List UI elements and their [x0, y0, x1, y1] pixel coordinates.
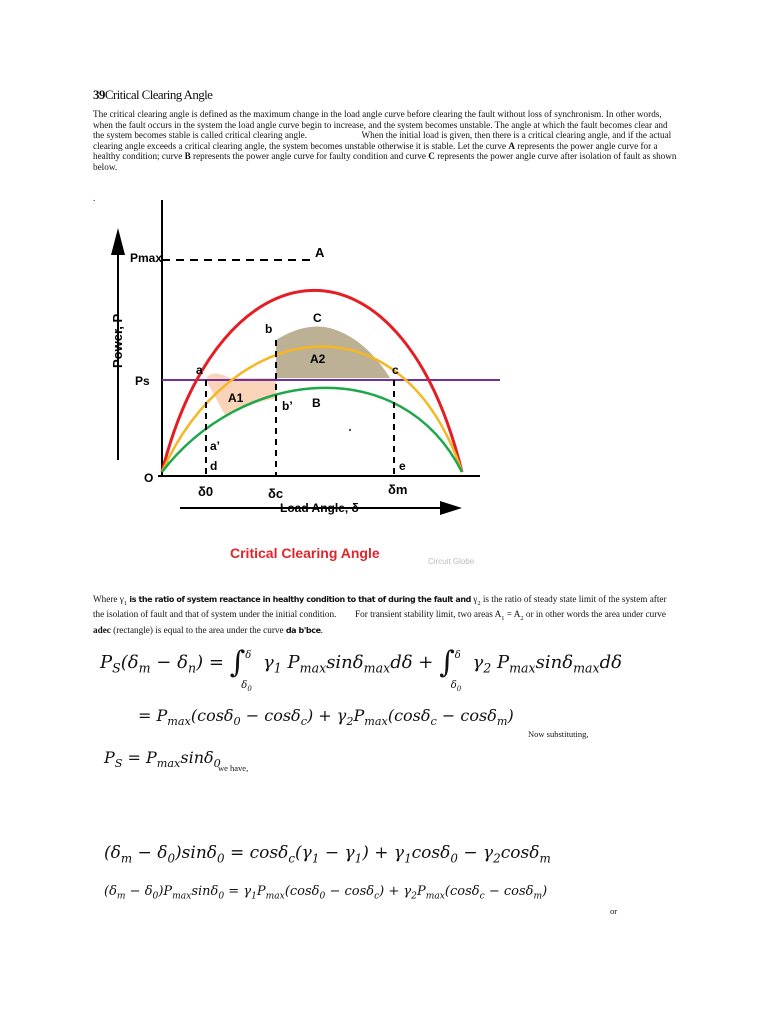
note-substituting: Now substituting, — [528, 729, 589, 739]
deltac-label: δc — [268, 486, 284, 501]
point-b-prime: b’ — [282, 399, 293, 413]
delta0-label: δ0 — [198, 484, 214, 499]
note-or: or — [610, 906, 618, 916]
point-a-prime: a’ — [210, 439, 221, 453]
equation-5: $(\delta_m - \delta_0)P_{max}\sin\delta_0 = \gamma_1P_{max}(\cos\delta_0 - \cos\delta_c) + \gamma_2P_{max}(\cos\delta_c - \cos\delta_m)$ — [104, 884, 548, 902]
section-heading — [93, 87, 212, 103]
origin-label: O — [144, 471, 154, 485]
point-d: d — [210, 459, 218, 473]
section-title: Critical Clearing Angle — [104, 87, 213, 102]
power-angle-diagram — [100, 200, 520, 525]
equation-2: = $P_{max}(\cos\delta_0 - \cos\delta_c) + \gamma_2P_{max}(\cos\delta_c - \cos\delta_m)$ — [138, 706, 514, 729]
equation-4: $(\delta_m - \delta_0)\sin\delta_0 = \cos\delta_c(\gamma_1 - \gamma_1) + \gamma_1\cos\delta_0 - \gamma_2\cos\delta_m$ — [104, 843, 551, 866]
equation-1: $P_S(\delta_m - \delta_n)$ = ∫ δ $\delta_0$ $\gamma_1$ $P_{max}\sin\delta_{max}d\delta$ + ∫ δ $\delta_0$ $\gamma_2$ $P_{max}\sin\delta_{max}d\delta$ — [100, 645, 622, 693]
stray-dot: . — [93, 193, 96, 203]
x-arrow-head — [440, 501, 462, 515]
point-b-upper: B — [312, 396, 321, 410]
area-a1-label: A1 — [228, 391, 244, 405]
point-e: e — [399, 459, 406, 473]
equation-3: $P_S = P_{max}\sin\delta_0$ — [104, 748, 221, 771]
where-paragraph: Where $\gamma_1$ is the ratio of system reactance in healthy condition to that of during the fault and $\gamma_2$ is the ratio of steady state limit of the system after the isolation of fault and that of system under the initial condition. For transient stability limit, two areas $A_1 = A_2$ or in other words the area under curve adec (rectangle) is equal to the area under the curve da b'bce. — [93, 594, 667, 635]
figure-caption: Critical Clearing Angle — [230, 545, 380, 561]
watermark: Circuit Globe — [428, 557, 475, 566]
point-c-upper: C — [313, 311, 322, 325]
area-a2-fill — [276, 327, 390, 379]
area-a2-label: A2 — [310, 352, 326, 366]
note-we-have: we have, — [218, 763, 249, 773]
section-number: 39 — [93, 87, 105, 102]
y-axis-label: Power, P — [110, 313, 125, 368]
point-a: a — [196, 363, 203, 377]
x-axis-label: Load Angle, δ — [280, 501, 359, 515]
stray-mark — [349, 429, 351, 431]
ps-label: Ps — [135, 374, 150, 388]
point-c: c — [392, 363, 399, 377]
point-a-upper: A — [315, 245, 325, 260]
deltam-label: δm — [388, 482, 408, 497]
y-arrow-head — [111, 228, 125, 255]
pmax-label: Pmax — [130, 251, 163, 265]
intro-paragraph: The critical clearing angle is defined as the maximum change in the load angle curve before clearing the fault without loss of synchronism. In other words, when the fault occurs in the system the load angle curve begin to increase, and the system becomes unstable. The angle at which the fault becomes clear and the system becomes stable is called critical clearing angle. When the initial load is given, then there is a critical clearing angle, and if the actual clearing angle exceeds a critical clearing angle, the system becomes unstable otherwise it is stable. Let the curve A represents the power angle curve for a healthy condition; curve B represents the power angle curve for faulty condition and curve C represents the power angle curve after isolation of fault as shown below. — [93, 109, 677, 172]
point-b: b — [265, 322, 273, 336]
